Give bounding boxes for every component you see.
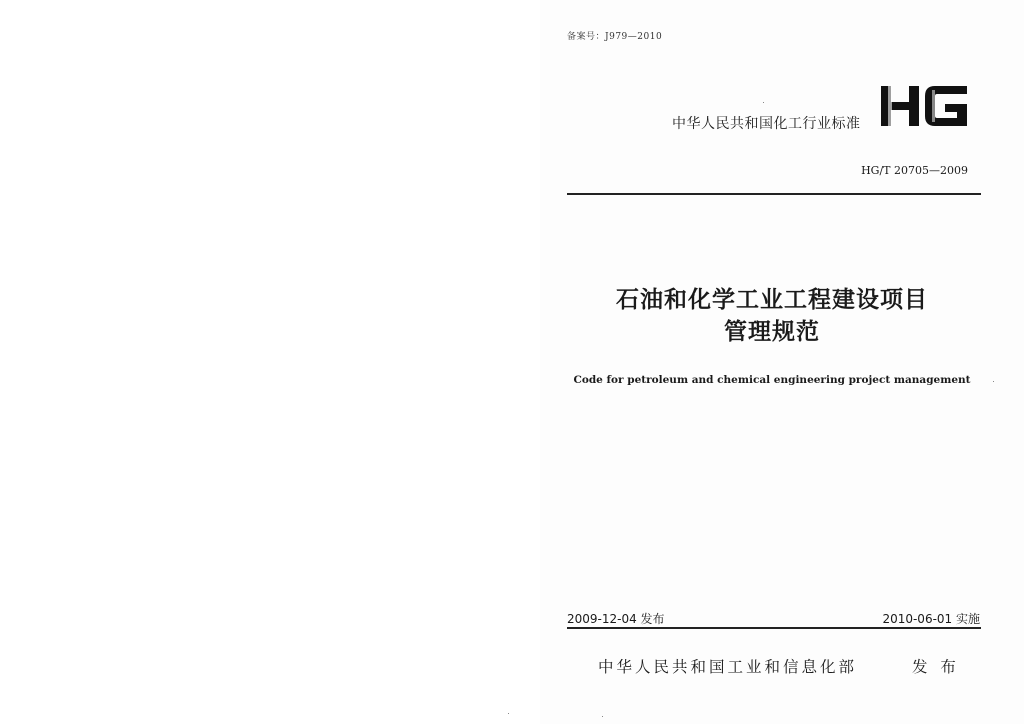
scan-speck <box>508 713 509 714</box>
scan-speck <box>993 381 994 382</box>
title-english: Code for petroleum and chemical engineering project management <box>573 374 971 386</box>
scan-speck <box>763 102 764 103</box>
title-line-2: 管理规范 <box>724 319 820 345</box>
standard-name: 中华人民共和国化工行业标准 <box>672 116 861 132</box>
title-chinese <box>566 284 978 348</box>
effective-date: 2010-06-01 实施 <box>882 612 980 626</box>
standard-code: HG/T 20705—2009 <box>861 164 968 177</box>
issue-label: 发 布 <box>912 658 960 676</box>
footer-divider <box>567 627 981 629</box>
hg-logo <box>879 82 971 130</box>
title-line-1: 石油和化学工业工程建设项目 <box>616 287 928 313</box>
publish-date: 2009-12-04 发布 <box>567 612 665 626</box>
scan-speck <box>602 716 603 717</box>
issuing-authority: 中华人民共和国工业和信息化部 <box>598 658 858 676</box>
record-number: 备案号：J979—2010 <box>567 32 663 42</box>
header-divider <box>567 193 981 195</box>
